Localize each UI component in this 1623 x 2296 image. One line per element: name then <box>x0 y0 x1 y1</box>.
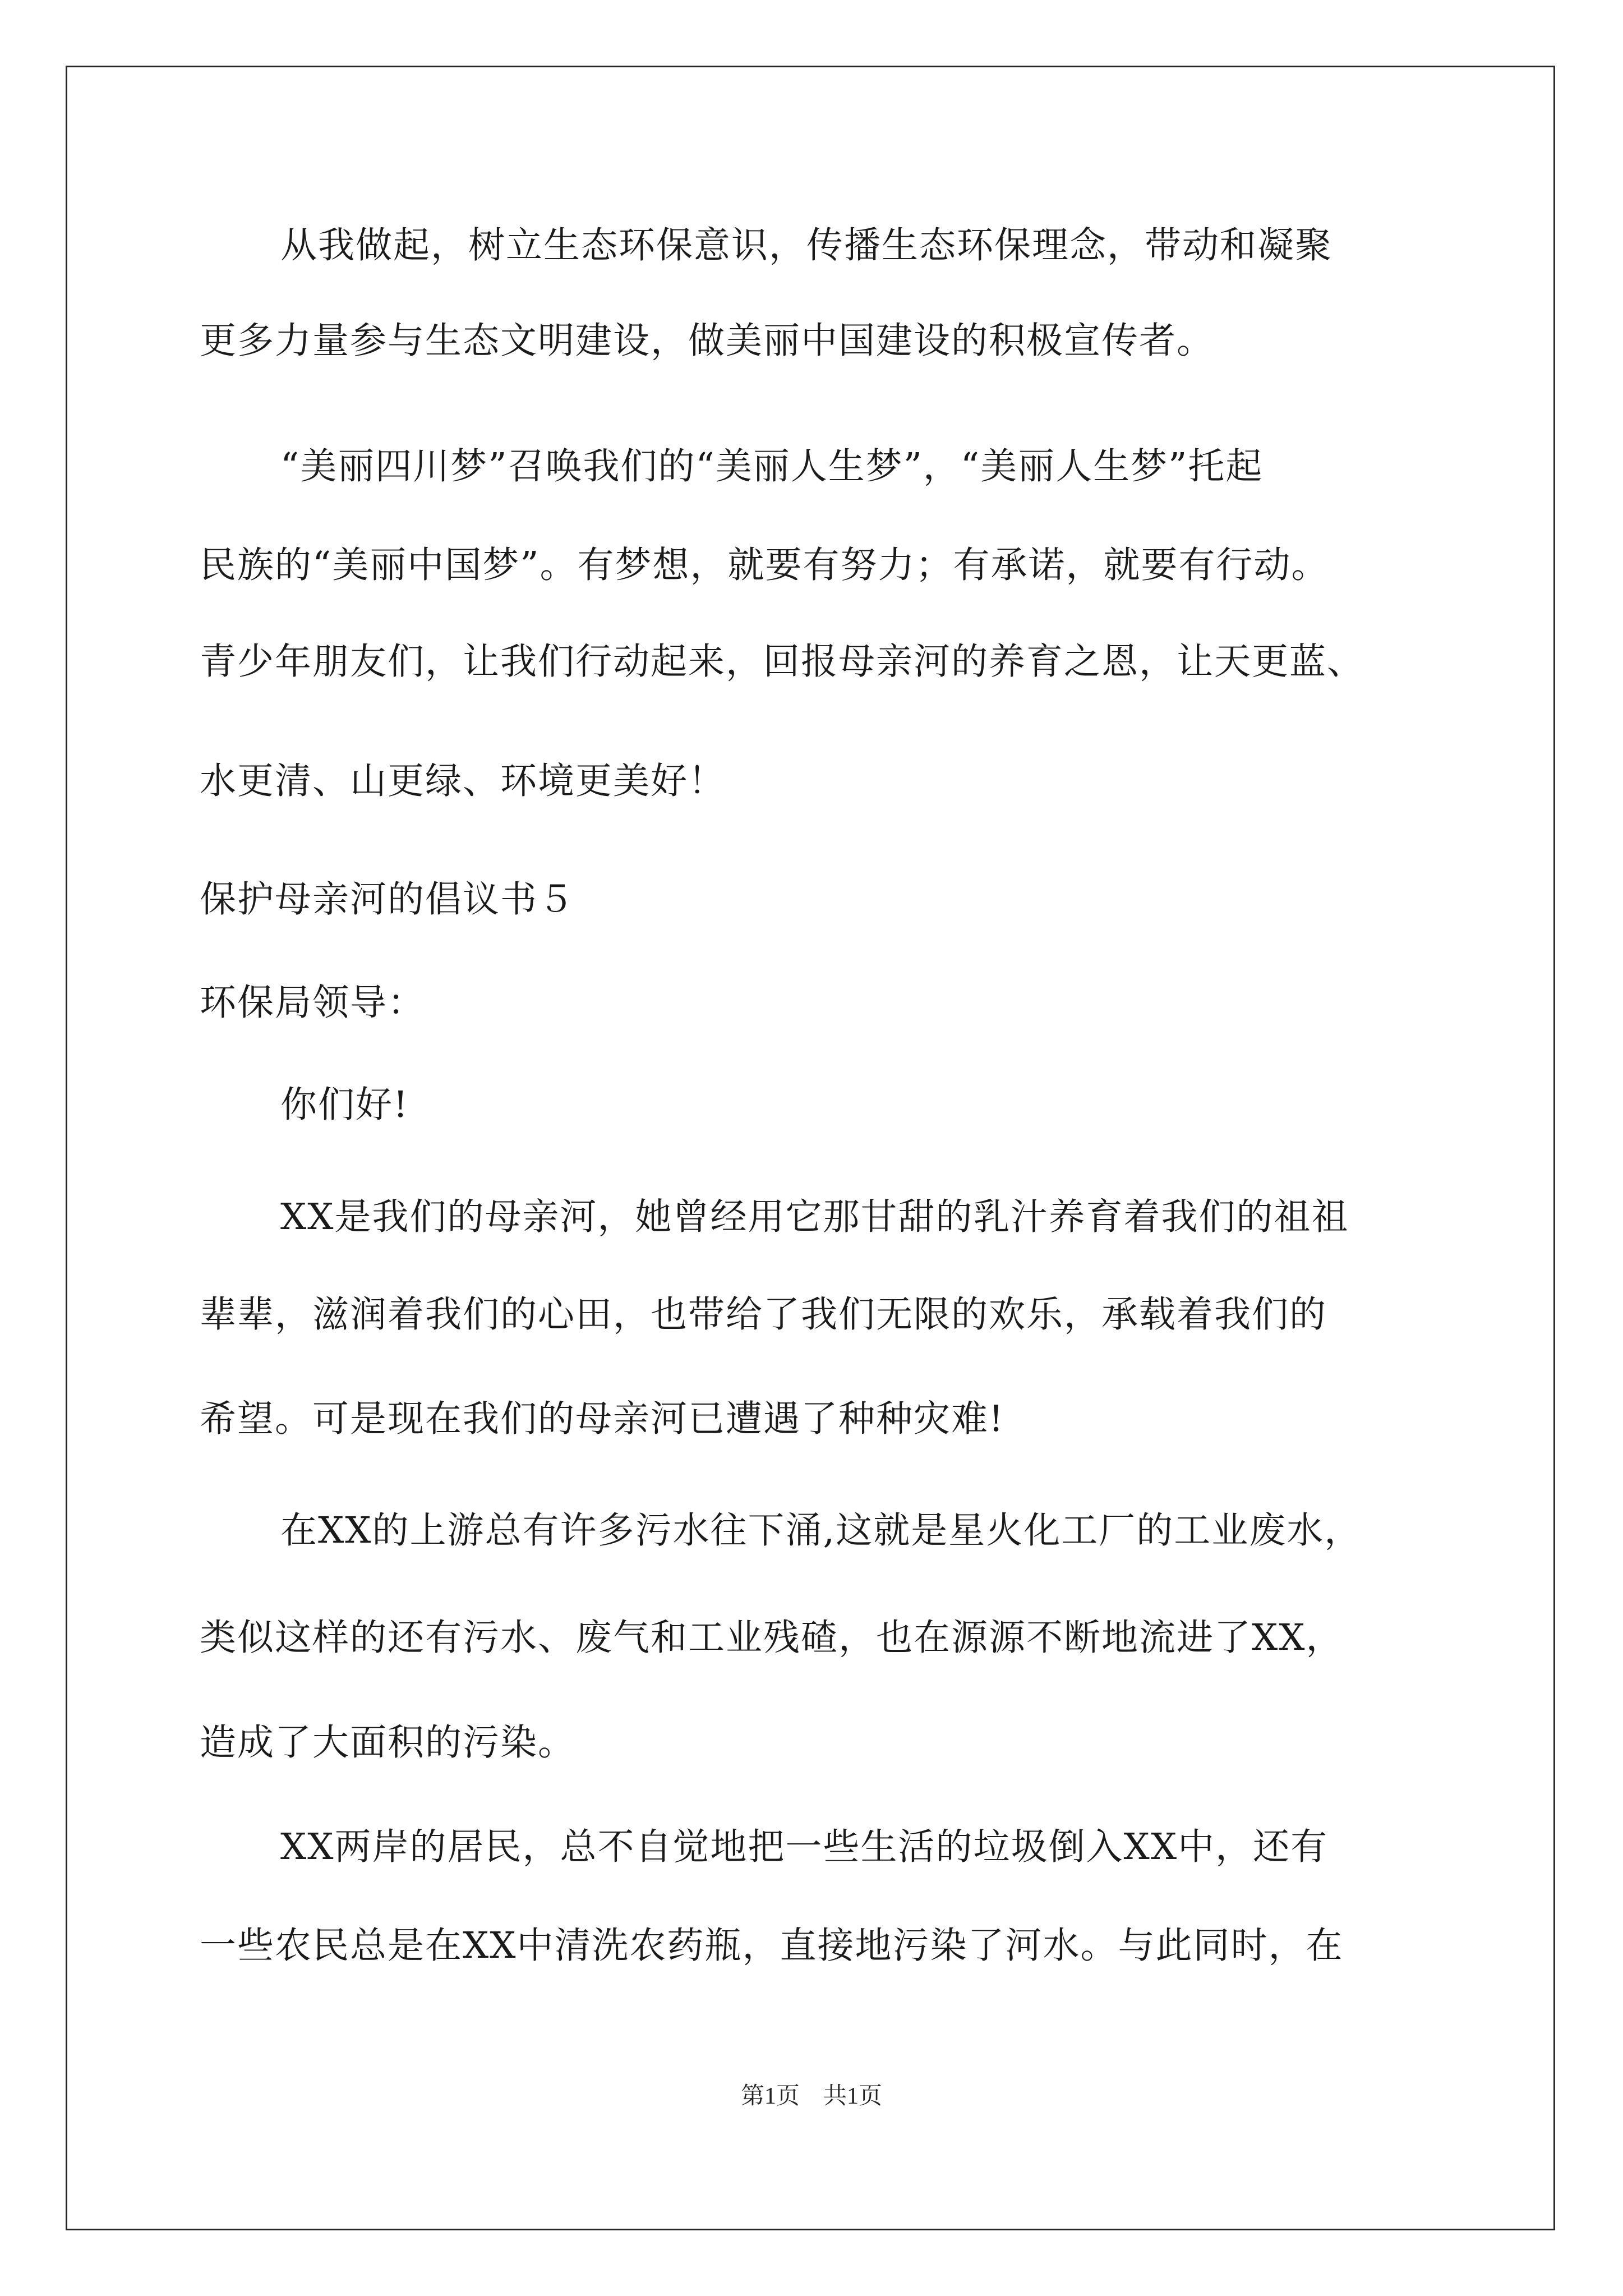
paragraph-line: 从我做起，树立生态环保意识，传播生态环保理念，带动和凝聚 <box>280 224 1333 266</box>
page-footer: 第1页 共1页 <box>740 2083 882 2109</box>
greeting: 你们好! <box>280 1084 409 1126</box>
paragraph-line: XX是我们的母亲河，她曾经用它那甘甜的乳汁养育着我们的祖祖 <box>280 1196 1349 1238</box>
paragraph-line: 造成了大面积的污染。 <box>200 1722 576 1764</box>
paragraph-line: “美丽四川梦”召唤我们的“美丽人生梦”，“美丽人生梦”托起 <box>280 445 1264 487</box>
paragraph-line: 更多力量参与生态文明建设，做美丽中国建设的积极宣传者。 <box>200 320 1215 362</box>
paragraph-line: 辈辈，滋润着我们的心田，也带给了我们无限的欢乐，承载着我们的 <box>200 1294 1327 1336</box>
paragraph-line: 一些农民总是在XX中清洗农药瓶，直接地污染了河水。与此同时，在 <box>200 1925 1344 1967</box>
paragraph-line: 民族的“美丽中国梦”。有梦想，就要有努力；有承诺，就要有行动。 <box>200 544 1329 586</box>
paragraph-line: 类似这样的还有污水、废气和工业残碴，也在源源不断地流进了XX， <box>200 1617 1344 1659</box>
section-heading: 保护母亲河的倡议书５ <box>200 878 576 921</box>
paragraph-line: XX两岸的居民，总不自觉地把一些生活的垃圾倒入XX中，还有 <box>280 1826 1329 1868</box>
page-border <box>66 66 1555 2230</box>
paragraph-line: 青少年朋友们，让我们行动起来，回报母亲河的养育之恩，让天更蓝、 <box>200 641 1365 683</box>
salutation: 环保局领导： <box>200 982 426 1024</box>
paragraph-line: 水更清、山更绿、环境更美好！ <box>200 760 726 802</box>
paragraph-line: 希望。可是现在我们的母亲河已遭遇了种种灾难! <box>200 1398 1005 1440</box>
paragraph-line: 在XX的上游总有许多污水往下涌,这就是星火化工厂的工业废水， <box>280 1510 1362 1552</box>
